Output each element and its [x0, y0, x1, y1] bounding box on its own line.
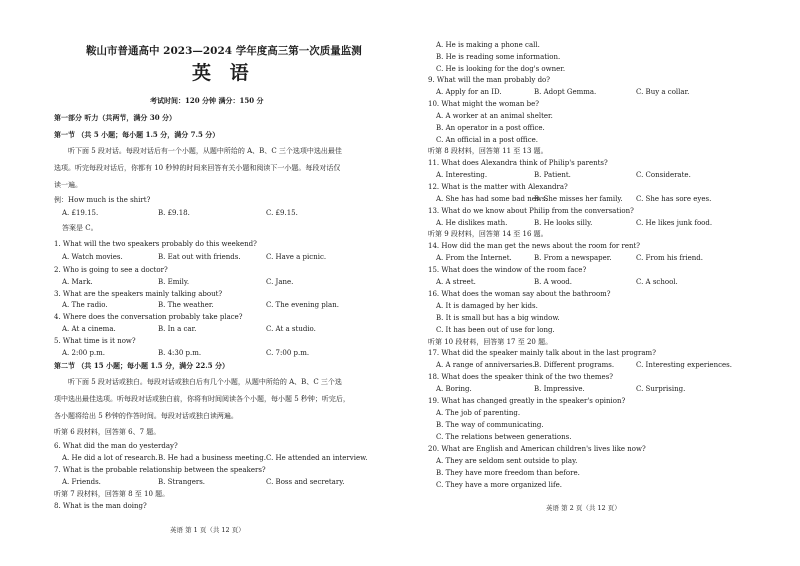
question: 3. What are the speakers mainly talking about? — [54, 290, 223, 298]
option: C. 7:00 p.m. — [266, 349, 310, 357]
section-heading: 第二节 （共 15 小题；每小题 1.5 分，满分 22.5 分） — [54, 361, 230, 370]
option: C. Interesting experiences. — [636, 361, 732, 369]
option: C. Jane. — [266, 278, 294, 286]
option: B. An operator in a post office. — [436, 124, 545, 132]
option: A. He dislikes math. — [436, 219, 508, 227]
option: B. They have more freedom than before. — [436, 469, 580, 477]
question: 4. Where does the conversation probably take place? — [54, 313, 243, 321]
question: 16. What does the woman say about the bathroom? — [428, 290, 611, 298]
option: B. He looks silly. — [534, 219, 593, 227]
option: C. An official in a post office. — [436, 136, 538, 144]
question: 11. What does Alexandra think of Philip's parents? — [428, 159, 608, 167]
material-note: 听第 9 段材料，回答第 14 至 16 题。 — [428, 230, 548, 238]
option: A. Apply for an ID. — [436, 88, 502, 96]
question: 13. What do we know about Philip from the conversation? — [428, 207, 634, 215]
page-2 — [400, 0, 800, 566]
option: A. 2:00 p.m. — [62, 349, 106, 357]
option: A. A street. — [436, 278, 476, 286]
instruction-line: 项中选出最佳选项。听每段对话或独白前，你将有时间阅读各个小题，每小题 5 秒钟；听完后， — [54, 395, 350, 403]
option: C. From his friend. — [636, 254, 703, 262]
option: A. They are seldom sent outside to play. — [436, 457, 578, 465]
option: A. Interesting. — [436, 171, 488, 179]
option: A. From the Internet. — [436, 254, 512, 262]
option: A. The radio. — [62, 301, 108, 309]
option: A. The job of parenting. — [436, 409, 521, 417]
material-note: 听第 7 段材料，回答第 8 至 10 题。 — [54, 490, 170, 498]
question: 6. What did the man do yesterday? — [54, 442, 178, 450]
option: C. £9.15. — [266, 209, 298, 217]
option: A. Mark. — [62, 278, 93, 286]
option: C. Surprising. — [636, 385, 686, 393]
option: B. He had a business meeting. — [158, 454, 266, 462]
option: A. She has had some bad news. — [436, 195, 548, 203]
option: B. The weather. — [158, 301, 214, 309]
material-note: 听第 8 段材料，回答第 11 至 13 题。 — [428, 147, 548, 155]
instruction-line: 选项。听完每段对话后，你都有 10 秒钟的时间来回答有关小题和阅读下一小题。每段对话仅 — [54, 164, 341, 172]
option: B. Impressive. — [534, 385, 585, 393]
option: A. At a cinema. — [62, 325, 116, 333]
option: B. Patient. — [534, 171, 571, 179]
option: B. Different programs. — [534, 361, 615, 369]
option: A. £19.15. — [62, 209, 99, 217]
question: 15. What does the window of the room face? — [428, 266, 587, 274]
question: 12. What is the matter with Alexandra? — [428, 183, 568, 191]
option: B. He is reading some information. — [436, 53, 561, 61]
exam-title: 鞍山市普通高中 2023—2024 学年度高三第一次质量监测 — [86, 45, 362, 57]
subject-title: 英 语 — [192, 62, 255, 84]
page-footer: 英语 第 1 页（共 12 页） — [170, 526, 245, 534]
section-heading: 第一节 （共 5 小题；每小题 1.5 分，满分 7.5 分） — [54, 130, 220, 139]
option: C. He is looking for the dog's owner. — [436, 65, 566, 73]
option: A. Boring. — [436, 385, 472, 393]
option: B. From a newspaper. — [534, 254, 612, 262]
example-answer: 答案是 C。 — [62, 224, 98, 232]
option: C. She has sore eyes. — [636, 195, 712, 203]
instruction-line: 各小题将给出 5 秒钟的作答时间。每段对话或独白读两遍。 — [54, 412, 238, 420]
question: 18. What does the speaker think of the two themes? — [428, 373, 614, 381]
option: C. A school. — [636, 278, 678, 286]
instruction-line: 听下面 5 段对话。每段对话后有一个小题，从题中所给的 A、B、C 三个选项中选出最佳 — [68, 147, 342, 155]
option: A. It is damaged by her kids. — [436, 302, 538, 310]
option: A. He is making a phone call. — [436, 41, 540, 49]
option: B. Eat out with friends. — [158, 253, 241, 261]
option: C. The evening plan. — [266, 301, 339, 309]
instruction-line: 读一遍。 — [54, 181, 82, 189]
option: C. He attended an interview. — [266, 454, 368, 462]
option: B. Strangers. — [158, 478, 206, 486]
option: C. Have a picnic. — [266, 253, 327, 261]
option: C. The relations between generations. — [436, 433, 572, 441]
option: A. A worker at an animal shelter. — [436, 112, 553, 120]
question: 19. What has changed greatly in the speaker's opinion? — [428, 397, 626, 405]
question: 17. What did the speaker mainly talk about in the last program? — [428, 349, 656, 357]
question: 2. Who is going to see a doctor? — [54, 266, 168, 274]
page-footer: 英语 第 2 页（共 12 页） — [546, 504, 621, 512]
exam-info: 考试时间：120 分钟 满分：150 分 — [150, 96, 264, 105]
example-question: 例：How much is the shirt? — [54, 196, 151, 204]
part-heading: 第一部分 听力（共两节，满分 30 分） — [54, 113, 177, 122]
option: C. They have a more organized life. — [436, 481, 562, 489]
question: 7. What is the probable relationship between the speakers? — [54, 466, 266, 474]
material-note: 听第 10 段材料，回答第 17 至 20 题。 — [428, 338, 553, 346]
option: A. Friends. — [62, 478, 101, 486]
option: C. At a studio. — [266, 325, 316, 333]
option: A. He did a lot of research. — [62, 454, 158, 462]
option: B. Emily. — [158, 278, 190, 286]
material-note: 听第 6 段材料，回答第 6、7 题。 — [54, 428, 161, 436]
option: A. Watch movies. — [62, 253, 123, 261]
question: 14. How did the man get the news about the room for rent? — [428, 242, 641, 250]
option: B. A wood. — [534, 278, 573, 286]
option: B. In a car. — [158, 325, 197, 333]
option: C. Boss and secretary. — [266, 478, 345, 486]
question: 5. What time is it now? — [54, 337, 136, 345]
option: B. Adopt Gemma. — [534, 88, 597, 96]
option: B. £9.18. — [158, 209, 190, 217]
option: B. The way of communicating. — [436, 421, 544, 429]
option: B. She misses her family. — [534, 195, 623, 203]
option: B. 4:30 p.m. — [158, 349, 202, 357]
option: B. It is small but has a big window. — [436, 314, 560, 322]
option: C. Buy a collar. — [636, 88, 690, 96]
question: 10. What might the woman be? — [428, 100, 539, 108]
option: A. A range of anniversaries. — [436, 361, 535, 369]
question: 20. What are English and American children's lives like now? — [428, 445, 646, 453]
instruction-line: 听下面 5 段对话或独白。每段对话或独白后有几个小题，从题中所给的 A、B、C 三个选 — [68, 378, 342, 386]
question: 1. What will the two speakers probably do this weekend? — [54, 240, 257, 248]
option: C. He likes junk food. — [636, 219, 713, 227]
option: C. It has been out of use for long. — [436, 326, 555, 334]
question: 9. What will the man probably do? — [428, 76, 551, 84]
option: C. Considerate. — [636, 171, 691, 179]
question: 8. What is the man doing? — [54, 502, 147, 510]
